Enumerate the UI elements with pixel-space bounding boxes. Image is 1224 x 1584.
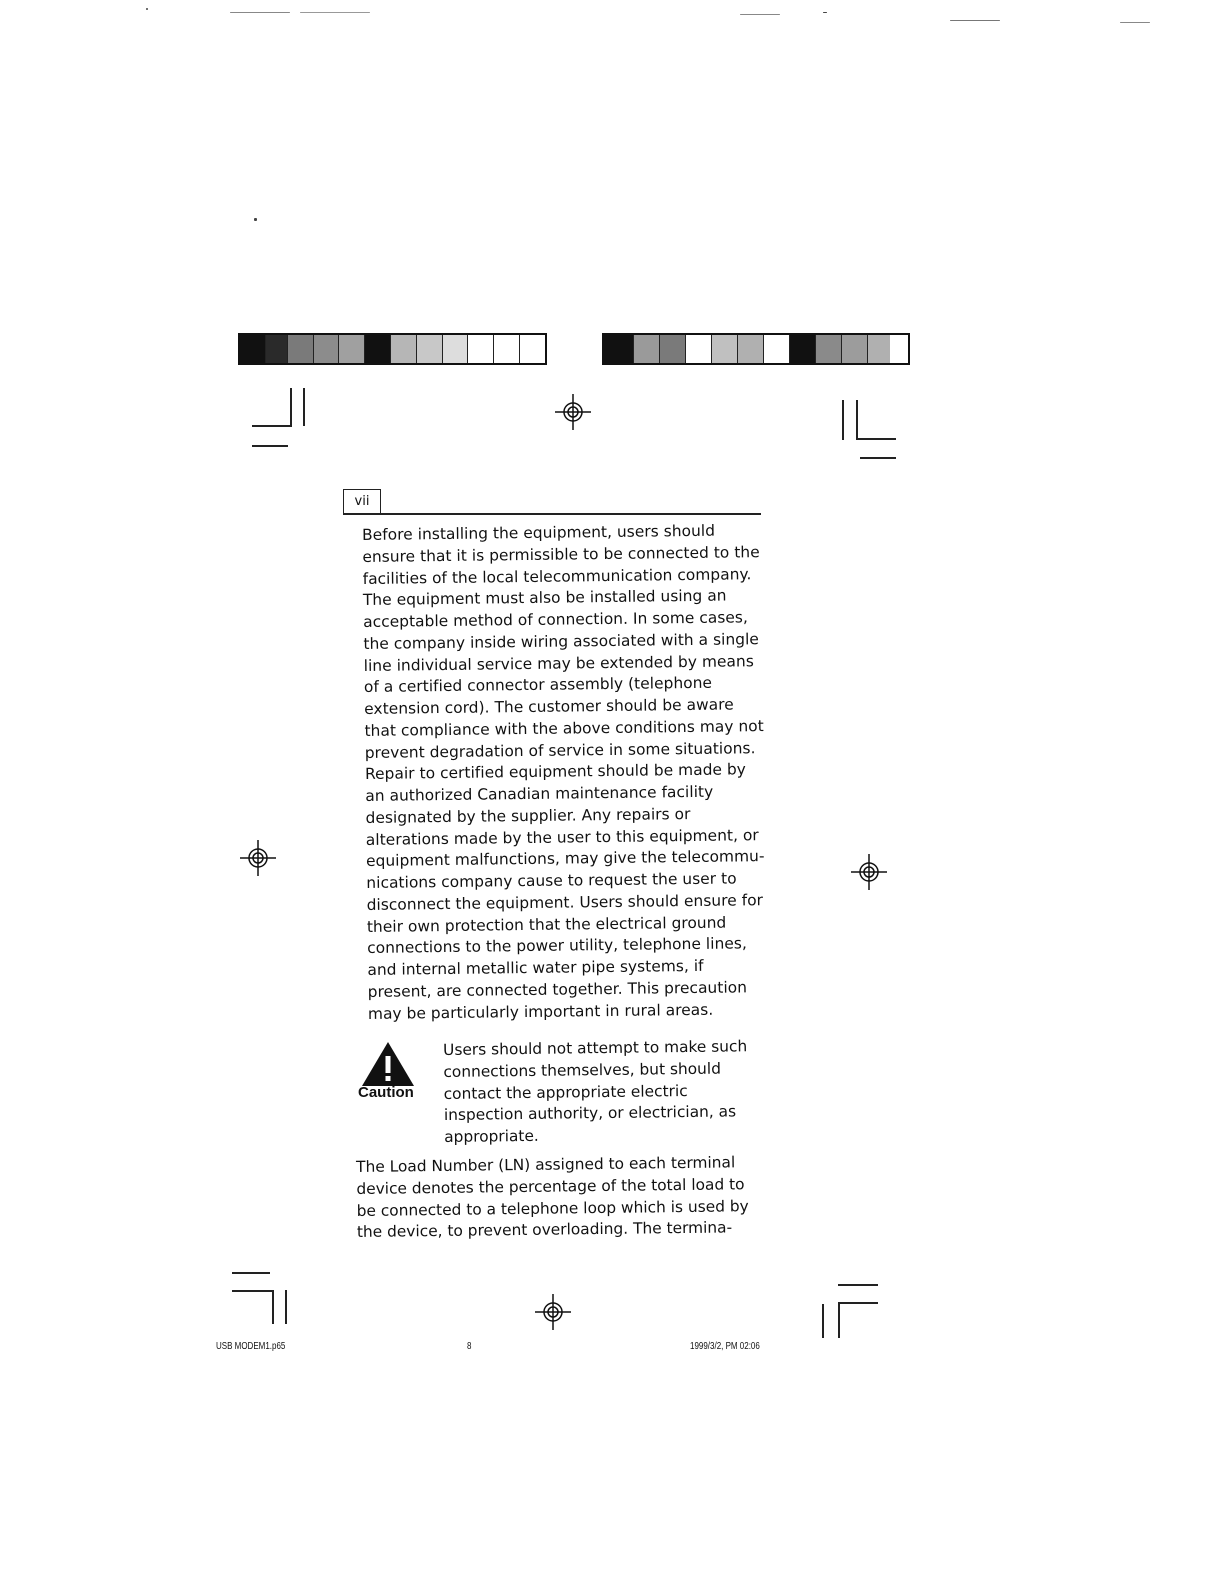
- crop-mark: [838, 1302, 840, 1338]
- crop-mark: [838, 1284, 878, 1286]
- crop-mark: [252, 425, 292, 427]
- crop-mark: [232, 1290, 274, 1292]
- crop-mark: [285, 1290, 287, 1324]
- scan-speck: [1120, 22, 1150, 23]
- crop-mark: [290, 388, 292, 426]
- crosshair-target-icon: [553, 392, 593, 432]
- caution-label: Caution: [358, 1084, 414, 1101]
- body-paragraph-1: Before installing the equipment, users should ensure that it is permissible to be connected to the facilities of the local telecommunication company. The equipment must also be installed using an acceptable method of connection. In some cases, the company inside wiring associated with a single line individual service may be extended by means of a certified connector assembly (telephone extension cord). The customer should be aware that compliance with the above conditions may not prevent degradation of service in some situations. Repair to certified equipment should be made by an authorized Canadian maintenance facility designated by the supplier. Any repairs or alterations made by the user to this equipment, or equipment malfunctions, may give the telecommu-nications company cause to request the user to disconnect the equipment. Users should ensure for their own protection that the electrical ground connections to the power utility, telephone lines, and internal metallic water pipe systems, if present, are connected together. This precaution may be particularly important in rural areas.: [362, 521, 765, 1023]
- scan-speck: [950, 20, 1000, 21]
- caution-text: Users should not attempt to make such connections themselves, but should contact the appropriate electric inspection authority, or electrician, as appropriate.: [443, 1037, 748, 1146]
- footer-timestamp: 1999/3/2, PM 02:06: [690, 1341, 760, 1352]
- page-label: vii: [343, 489, 381, 513]
- crosshair-target-icon: [533, 1292, 573, 1332]
- crop-mark: [838, 1302, 878, 1304]
- crop-mark: [822, 1304, 824, 1338]
- scan-speck: [146, 8, 148, 10]
- crop-mark: [303, 388, 305, 426]
- warning-triangle-icon: [360, 1040, 416, 1088]
- crop-mark: [272, 1290, 274, 1324]
- crop-mark: [252, 445, 288, 447]
- footer-filename: USB MODEM1.p65: [216, 1341, 286, 1352]
- scan-speck: [823, 12, 827, 13]
- crosshair-target-icon: [238, 838, 278, 878]
- crop-mark: [842, 400, 844, 440]
- color-calibration-bar-right: [602, 333, 910, 365]
- body-paragraph-2: The Load Number (LN) assigned to each terminal device denotes the percentage of the total load to be connected to a telephone loop which is used by the device, to prevent overloading. The termina-: [356, 1153, 749, 1242]
- scan-speck: [254, 218, 257, 221]
- crop-mark: [860, 457, 896, 459]
- crop-mark: [856, 438, 896, 440]
- crop-mark: [856, 400, 858, 440]
- crop-mark: [232, 1272, 270, 1274]
- color-calibration-bar-left: [238, 333, 547, 365]
- header-rule: [343, 513, 761, 515]
- scan-speck: [300, 12, 370, 13]
- scan-speck: [230, 12, 290, 13]
- crosshair-target-icon: [849, 852, 889, 892]
- footer-page-number: 8: [467, 1341, 472, 1352]
- scan-speck: [740, 14, 780, 15]
